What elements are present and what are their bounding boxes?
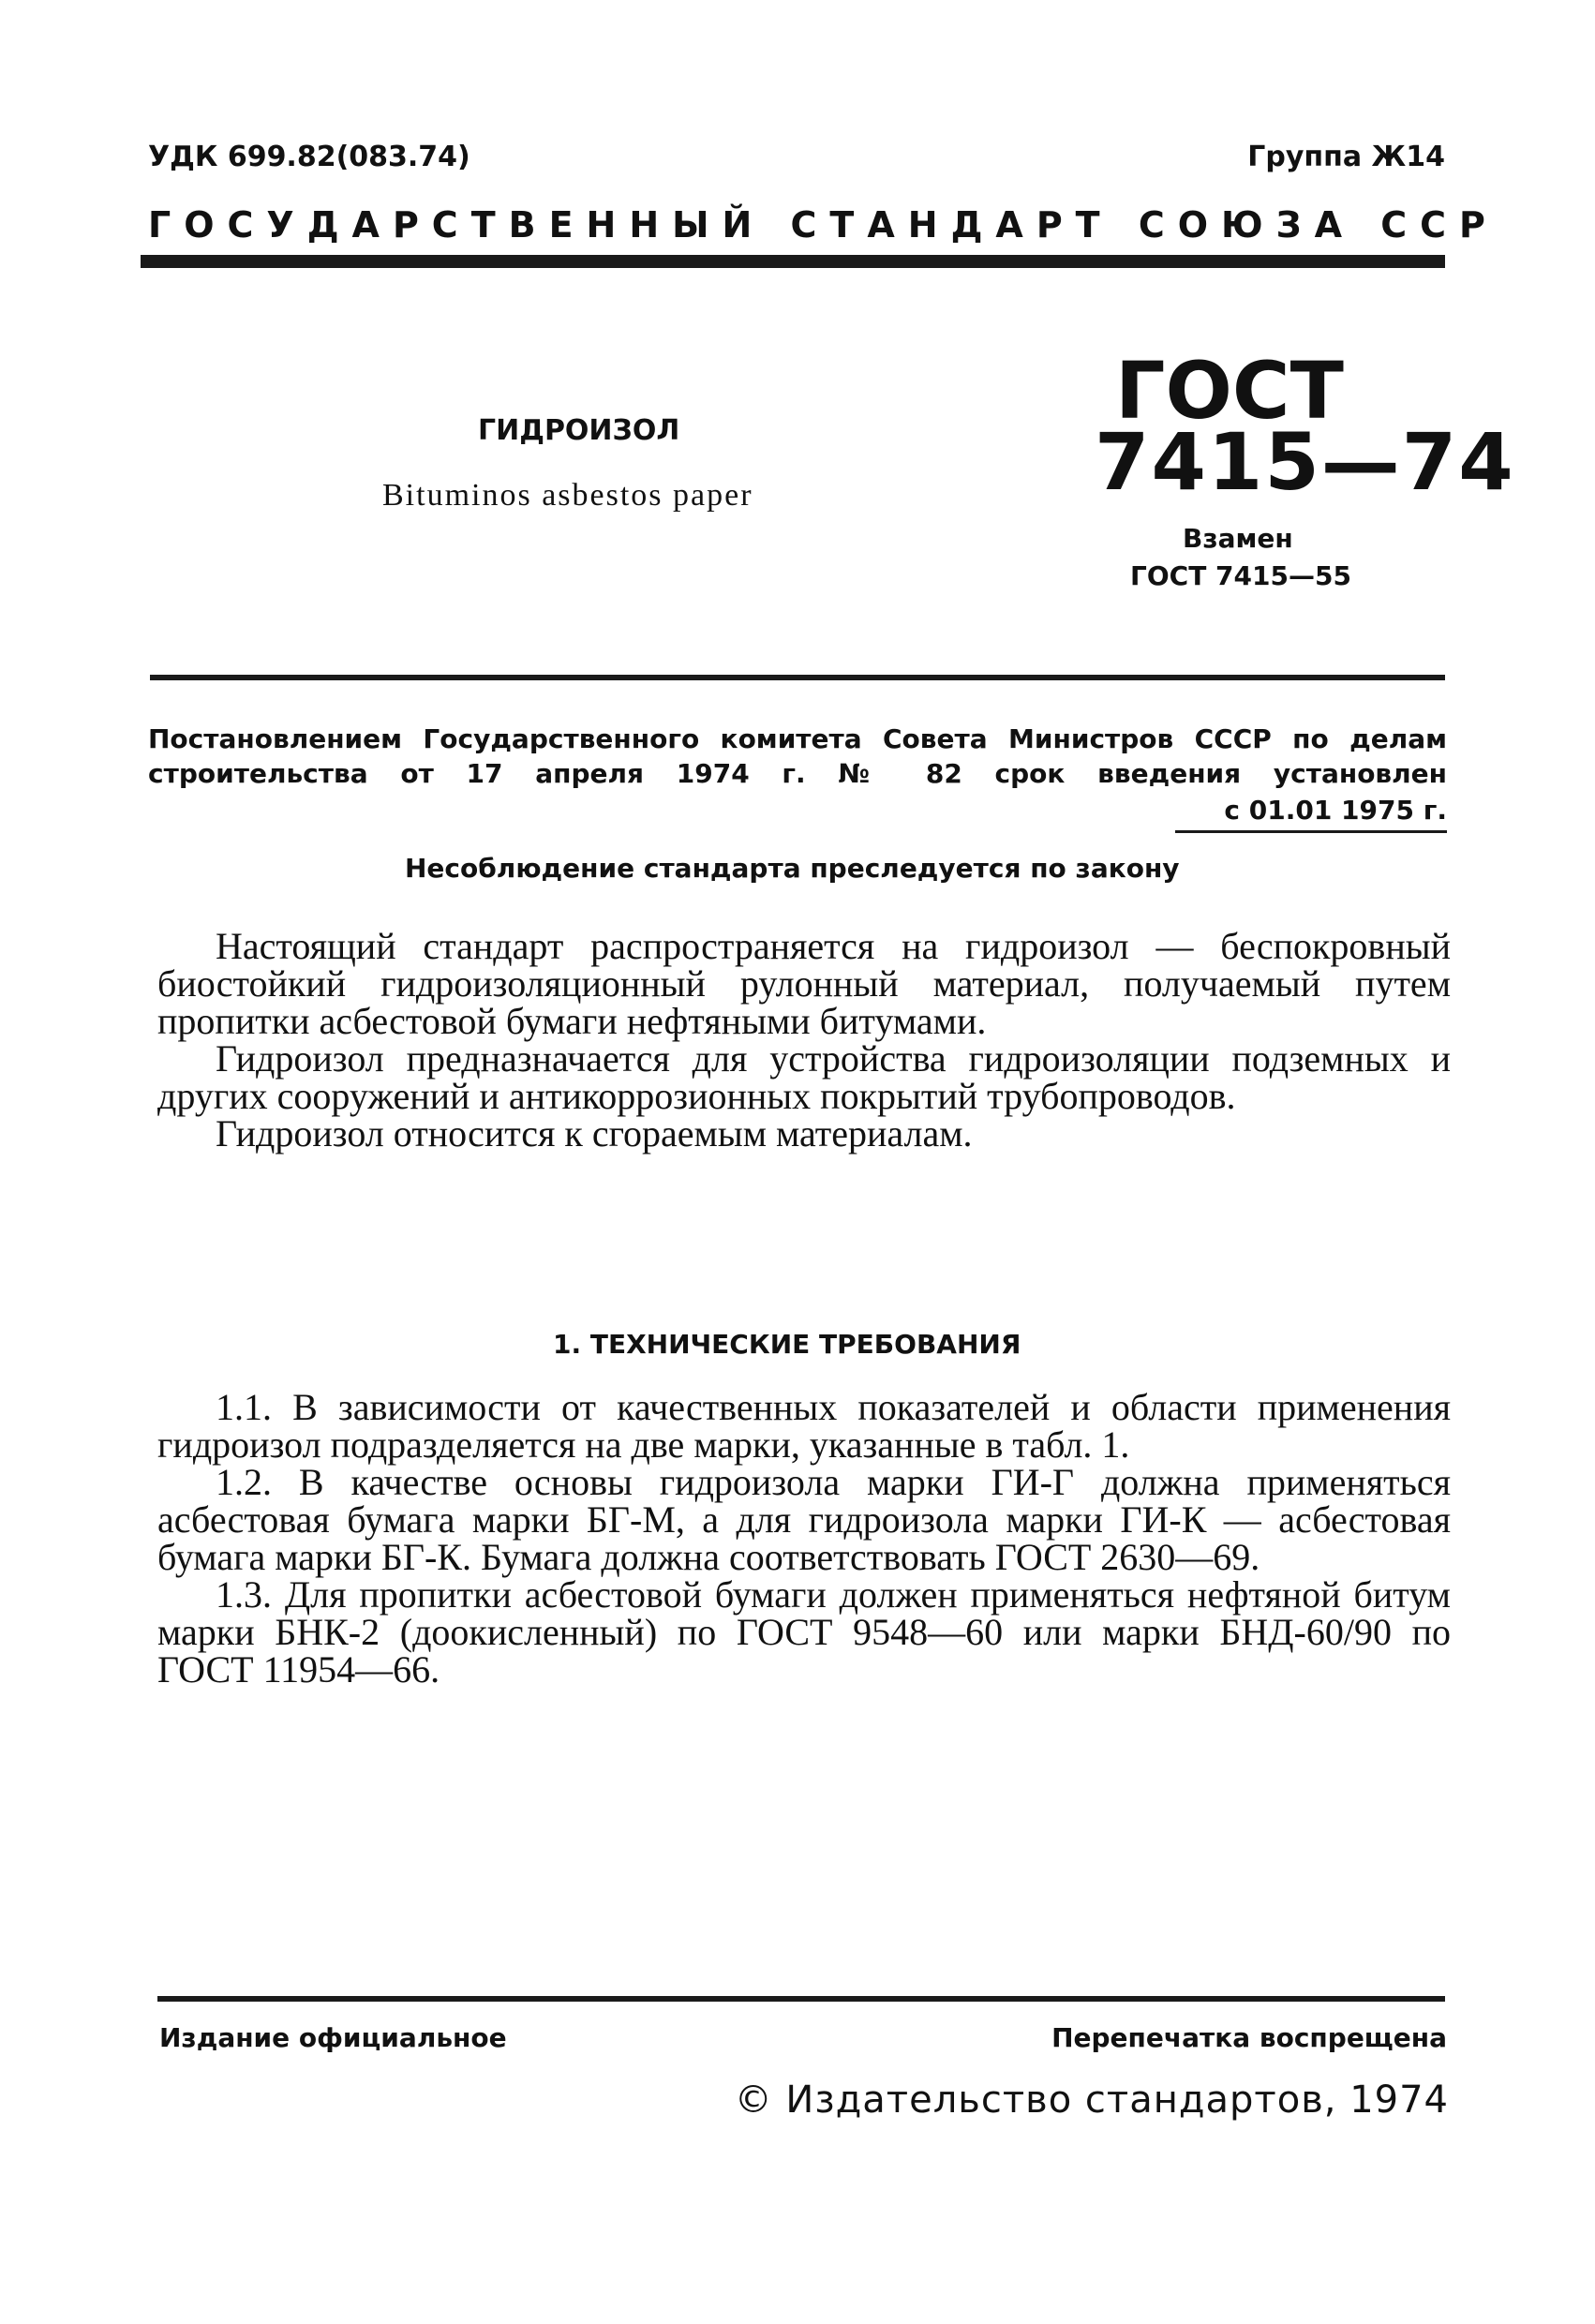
- decree-date-underline: [1175, 830, 1447, 833]
- title-rule: [150, 675, 1445, 680]
- document-name: ГИДРОИЗОЛ: [478, 414, 680, 447]
- reprint-notice: Перепечатка воспрещена: [1051, 2022, 1447, 2053]
- decree-text: Постановлением Государственного комитета Совета Министров СССР по делам строительства от 17 апреля 1974 г. № 82 срок введения установлен: [148, 723, 1447, 789]
- intro-paragraph: Гидроизол относится к сгораемым материалам.: [216, 1112, 973, 1155]
- decree-date: с 01.01 1975 г.: [1224, 795, 1447, 826]
- header-rule: [141, 255, 1445, 268]
- intro-paragraph: Гидроизол предназначается для устройства гидроизоляции подземных и других сооружений и антикоррозионных покрытий трубопроводов.: [157, 1037, 1451, 1117]
- section-paragraph: 1.1. В зависимости от качественных показателей и области применения гидроизол подразделяется на две марки, указанные в табл. 1.: [157, 1386, 1451, 1466]
- intro-paragraph: Настоящий стандарт распространяется на гидроизол — беспокровный биостойкий гидроизоляционный рулонный материал, получаемый путем пропитки асбестовой бумаги нефтяными битумами.: [157, 925, 1451, 1042]
- section-paragraph: 1.2. В качестве основы гидроизола марки ГИ-Г должна применяться асбестовая бумага марки БГ-М, а для гидроизола марки ГИ-К — асбестовая бумага марки БГ-К. Бумага должна соответствовать ГОСТ 2630—69.: [157, 1461, 1451, 1578]
- udk-code: УДК 699.82(083.74): [148, 141, 470, 173]
- replaces-number: ГОСТ 7415—55: [1130, 560, 1351, 591]
- section-body: [157, 1386, 1451, 1691]
- edition-label: Издание официальное: [159, 2022, 507, 2053]
- section-paragraph: 1.3. Для пропитки асбестовой бумаги должен применяться нефтяной битум марки БНК-2 (доокисленный) по ГОСТ 9548—60 или марки БНД-60/90 по ГОСТ 11954—66.: [157, 1573, 1451, 1691]
- law-notice: Несоблюдение стандарта преследуется по закону: [405, 853, 1180, 884]
- section-heading: 1. ТЕХНИЧЕСКИЕ ТРЕБОВАНИЯ: [553, 1329, 1021, 1360]
- replaces-label: Взамен: [1183, 523, 1293, 554]
- group-code: Группа Ж14: [1247, 141, 1445, 173]
- standard-title: ГОСУДАРСТВЕННЫЙ СТАНДАРТ СОЮЗА ССР: [148, 204, 1498, 246]
- footer-rule: [157, 1996, 1445, 2002]
- document-name-english: Bituminos asbestos paper: [382, 478, 753, 513]
- intro-block: [157, 925, 1451, 1155]
- publisher-line: © Издательство стандартов, 1974: [734, 2078, 1449, 2122]
- gost-label: ГОСТ: [1115, 345, 1344, 437]
- gost-number: 7415—74: [1095, 416, 1515, 508]
